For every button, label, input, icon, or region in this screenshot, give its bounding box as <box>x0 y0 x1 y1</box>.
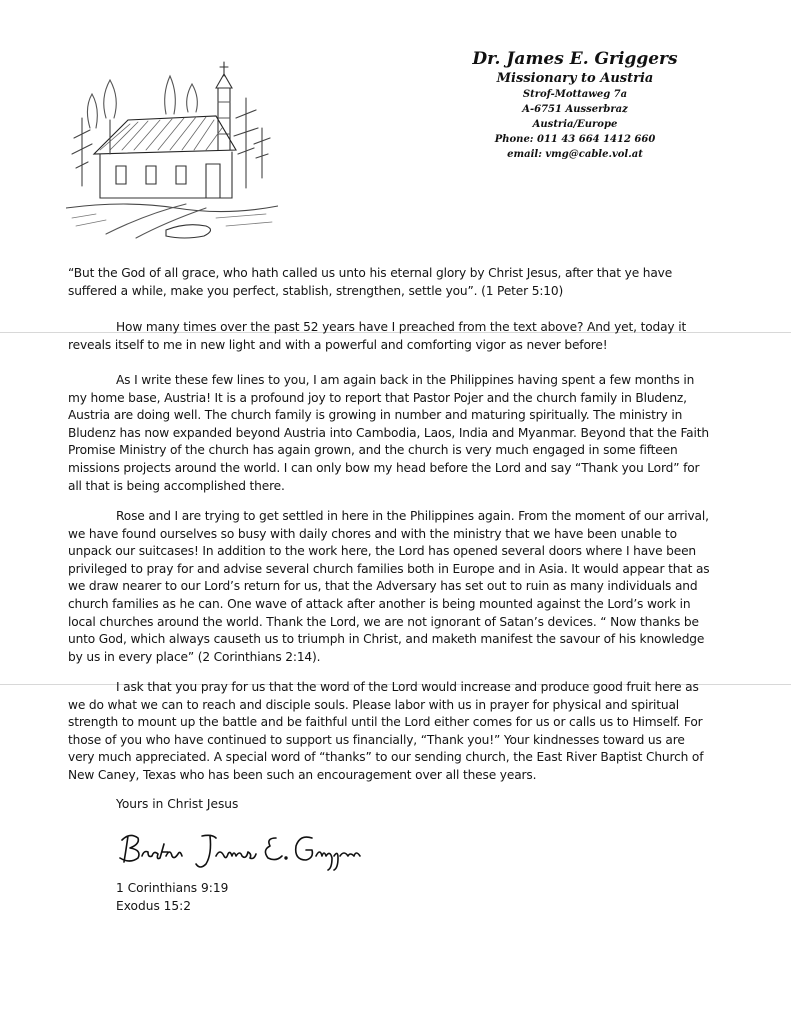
phone-number: Phone: 011 43 664 1412 660 <box>494 134 656 145</box>
church-sketch-icon <box>66 58 278 244</box>
closing-line: Yours in Christ Jesus <box>116 797 239 811</box>
letter-paragraph: As I write these few lines to you, I am again back in the Philippines having spent a few months in my home base, Austria! It is a profound joy to report that Pastor Pojer and the church family in Bludenz, Austria are doing well. The church family is growing in number and maturing spiritually. The ministry in Bludenz has now expanded beyond Austria into Cambodia, Laos, India and Myanmar. Beyond that the Faith Promise Ministry of the church has again grown, and the church is very much engaged in some fifteen missions projects around the world. I can only bow my head before the Lord and say “Thank you Lord” for all that is being accomplished there. <box>68 373 709 493</box>
address-country: Austria/Europe <box>532 119 618 130</box>
email-address: email: vmg@cable.vol.at <box>507 149 643 160</box>
sender-title: Missionary to Austria <box>496 71 654 86</box>
letter-paragraph: Rose and I are trying to get settled in here in the Philippines again. From the moment of our arrival, we have found ourselves so busy with daily chores and with the ministry that we have been unable to unpack our suitcases! In addition to the work here, the Lord has opened several doors where I have been privileged to pray for and advise several church families both in Europe and in Asia. It would appear that as we draw nearer to our Lord’s return for us, that the Adversary has set out to ruin as many individuals and church families as he can. One wave of attack after another is being mounted against the Lord’s work in local churches around the world. Thank the Lord, we are not ignorant of Satan’s devices. “ Now thanks be unto God, which always causeth us to triumph in Christ, and maketh manifest the savour of his knowledge by us in every place” (2 Corinthians 2:14). <box>68 509 710 664</box>
letter-paragraph: I ask that you pray for us that the word of the Lord would increase and produce good fruit here as we do what we can to reach and disciple souls. Please labor with us in prayer for physical and spiritual strength to mount up the battle and be faithful until the Lord either comes for us or calls us to Himself. For those of you who have continued to support us financially, “Thank you!” Your kindnesses toward us are very much appreciated. A special word of “thanks” to our sending church, the East River Baptist Church of New Caney, Texas who has been such an encouragement over all these years. <box>68 680 704 782</box>
scripture-references <box>116 880 228 915</box>
reference-item: 1 Corinthians 9:19 <box>116 881 229 895</box>
signature-image <box>116 826 366 876</box>
address-city: A-6751 Ausserbraz <box>522 104 628 115</box>
letterhead <box>440 48 710 162</box>
address-street: Strof-Mottaweg 7a <box>522 89 628 100</box>
reference-item: Exodus 15:2 <box>116 898 192 913</box>
scripture-quote: “But the God of all grace, who hath called us unto his eternal glory by Christ Jesus, after that ye have suffered a while, make you perfect, stablish, strengthen, settle you”. (1 Peter 5:10) <box>68 266 673 298</box>
sender-name: Dr. James E. Griggers <box>472 49 678 69</box>
letter-paragraph: How many times over the past 52 years have I preached from the text above? And yet, today it reveals itself to me in new light and with a powerful and comforting vigor as never before! <box>68 320 687 352</box>
